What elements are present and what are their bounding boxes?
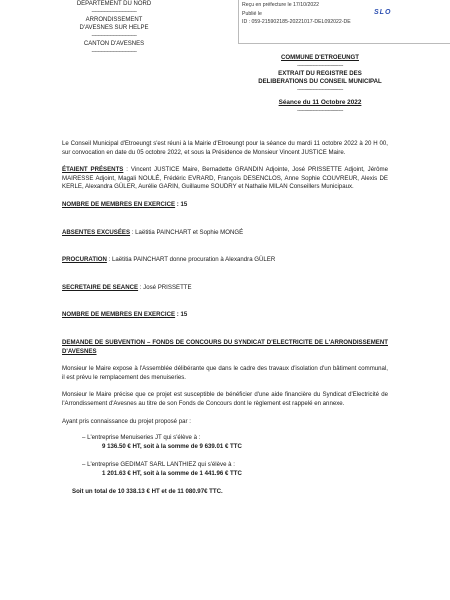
separator: ------------------------------ — [91, 49, 137, 55]
prefecture-stamp — [238, 0, 450, 44]
procuration-text: : Laëtitia PAINCHART donne procuration à Alexandra GÜLER — [106, 256, 276, 264]
department-header — [48, 0, 180, 56]
quote-company-1: L'entreprise Menuiseries JT qui s'élève à : — [87, 434, 201, 442]
quote-company-2: L'entreprise GEDIMAT SARL LANTHIEZ qui s'élève à : — [87, 461, 235, 469]
commune-header — [250, 54, 390, 115]
commune-name: COMMUNE D'ETROEUNGT — [281, 54, 359, 61]
extract-title-line1: EXTRAIT DU REGISTRE DES — [278, 70, 362, 77]
project-intro: Ayant pris connaissance du projet proposé par : — [62, 417, 191, 425]
presents-list: : Vincent JUSTICE Maire, Bernadette GRANDIN Adjointe, José PRISSETTE Adjoint, Jérôme MAIRESSE Adjoint, Magali NOULÉ, Frédéric EVRARD, François DESENCLOS, Anne Sophie COUVREUR, Alexis DE KERLE, Alexandra GÜLER, Aurélie GARIN, Guillaume SOUDRY et Nathalie MILAN Conseillers Municipaux. — [62, 166, 388, 191]
procuration-label: PROCURATION — [62, 256, 107, 264]
secretary-label: SECRETAIRE DE SEANCE — [62, 283, 139, 291]
quote-bullet-1: – L'entreprise Menuiseries JT qui s'élève à : — [82, 434, 201, 442]
members-count — [62, 201, 388, 210]
stamp-received: Reçu en préfecture le 17/10/2022 — [242, 2, 320, 8]
members-count-value-2: : 15 — [175, 311, 188, 319]
department-name: DÉPARTEMENT DU NORD — [76, 1, 152, 7]
stamp-published: Publié le — [242, 10, 262, 17]
stamp-id: ID : 059-215902185-20221017-DEL092022-DE — [242, 19, 351, 26]
mayor-statement-1: Monsieur le Maire expose à l'Assemblée délibérante que dans le cadre des travaux d'isolation d'un bâtiment communal, il est prévu le remplacement des menuiseries. — [62, 365, 388, 381]
presents-paragraph — [62, 166, 388, 192]
total-amount: Soit un total de 10 338.13 € HT et de 11 080.97€ TTC. — [72, 488, 223, 496]
separator: ------------------------------ — [91, 33, 137, 39]
subsidy-request-title: DEMANDE DE SUBVENTION – FONDS DE CONCOURS DU SYNDICAT D'ELECTRICITE DE L'ARRONDISSEMENT D'AVESNES — [62, 338, 388, 355]
procuration-paragraph — [62, 256, 388, 265]
stamp-logo: SLO — [374, 9, 392, 16]
separator: ------------------------------ — [297, 86, 343, 93]
arrondissement-label: ARRONDISSEMENT — [85, 17, 143, 23]
quote-item — [82, 434, 388, 451]
secretary-paragraph — [62, 284, 388, 293]
extract-title-line2: DELIBERATIONS DU CONSEIL MUNICIPAL — [258, 78, 382, 85]
deliberation-body — [62, 140, 388, 506]
members-count-label-2: NOMBRE DE MEMBRES EN EXERCICE — [62, 311, 176, 319]
intro-paragraph: Le Conseil Municipal d'Etroeungt s'est réuni à la Mairie d'Etroeungt pour la séance du mardi 11 octobre 2022 à 20 H 00, sur convocation en date du 05 octobre 2022, et sous la Présidence de Monsieur Vincent JUSTICE Maire. — [62, 140, 388, 156]
quote-amount-2: 1 201.63 € HT, soit à la somme de 1 441.96 € TTC — [102, 469, 242, 477]
absents-label: ABSENTES EXCUSÉES — [62, 228, 131, 236]
session-date: Séance du 11 Octobre 2022 — [278, 99, 362, 106]
members-count-label: NOMBRE DE MEMBRES EN EXERCICE — [62, 200, 176, 208]
canton-name: CANTON D'AVESNES — [83, 41, 145, 47]
secretary-name: : José PRISSETTE — [138, 283, 192, 291]
mayor-statement-2: Monsieur le Maire précise que ce projet est susceptible de bénéficier d'une aide financière du Syndicat d'Electricité de l'Arrondissement d'Avesnes au titre de son Fonds de Concours dont le règlement est rappelé en annexe. — [62, 391, 388, 407]
absents-paragraph — [62, 229, 388, 238]
members-count-value: : 15 — [175, 200, 188, 208]
arrondissement-name: D'AVESNES SUR HELPE — [79, 25, 149, 31]
separator: ------------------------------ — [297, 62, 343, 69]
separator: ------------------------------ — [297, 107, 343, 114]
quote-item — [82, 461, 388, 478]
presents-label: ÉTAIENT PRÉSENTS — [62, 166, 124, 174]
quote-amount-1: 9 136.50 € HT, soit à la somme de 9 639.01 € TTC — [102, 442, 242, 450]
quote-bullet-2: – L'entreprise GEDIMAT SARL LANTHIEZ qui s'élève à : — [82, 461, 235, 469]
separator: ------------------------------ — [91, 9, 137, 15]
absents-list: : Laëtitia PAINCHART et Sophie MONGÉ — [130, 228, 244, 236]
members-count-2 — [62, 311, 388, 320]
